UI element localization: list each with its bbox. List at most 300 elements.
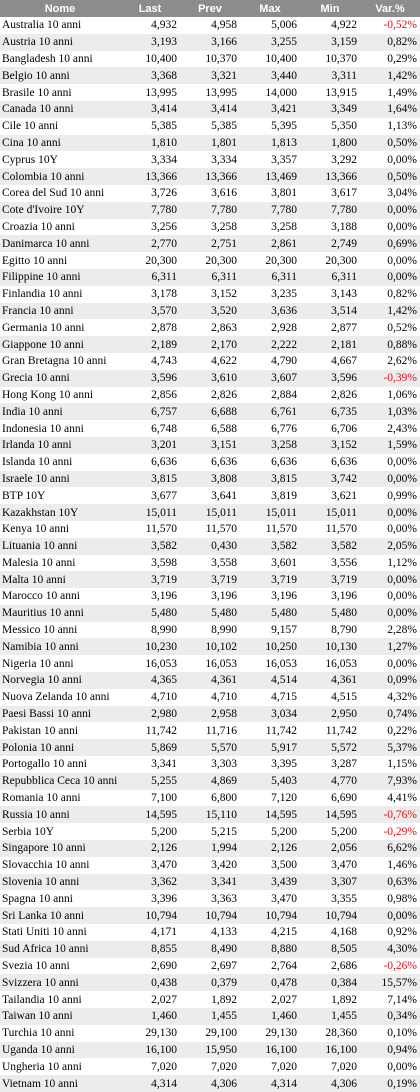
table-row[interactable] [0,84,420,101]
max-value-cell: 0,478 [240,974,300,991]
table-row[interactable] [0,51,420,68]
last-value-cell: 3,677 [120,487,180,504]
bond-name-cell[interactable]: Vietnam 10 anni [0,1075,120,1092]
max-value-cell: 2,861 [240,235,300,252]
table-row[interactable] [0,739,420,756]
min-value-cell: 8,505 [300,941,360,958]
prev-value-cell: 3,363 [180,890,240,907]
bond-name-cell[interactable]: Uganda 10 anni [0,1042,120,1059]
min-value-cell: 10,130 [300,638,360,655]
change-percent-cell: 5,37% [360,739,420,756]
bond-name-cell[interactable]: Corea del Sud 10 anni [0,185,120,202]
last-value-cell: 5,869 [120,739,180,756]
table-row[interactable] [0,487,420,504]
min-value-cell: 16,100 [300,1042,360,1059]
bond-name-cell[interactable]: Cile 10 anni [0,118,120,135]
min-value-cell: 5,572 [300,739,360,756]
table-row[interactable] [0,303,420,320]
table-row[interactable] [0,437,420,454]
max-value-cell: 5,403 [240,773,300,790]
last-value-cell: 20,300 [120,252,180,269]
bond-name-cell[interactable]: Paesi Bassi 10 anni [0,706,120,723]
table-row[interactable] [0,269,420,286]
bond-name-cell[interactable]: Colombia 10 anni [0,168,120,185]
table-row[interactable] [0,588,420,605]
table-row[interactable] [0,454,420,471]
prev-value-cell: 4,133 [180,924,240,941]
min-value-cell: 6,706 [300,420,360,437]
bond-name-cell[interactable]: Germania 10 anni [0,319,120,336]
table-row[interactable] [0,655,420,672]
bond-name-cell[interactable]: Ungheria 10 anni [0,1058,120,1075]
min-value-cell: 2,686 [300,958,360,975]
min-value-cell: 2,950 [300,706,360,723]
last-value-cell: 10,400 [120,51,180,68]
table-row[interactable] [0,857,420,874]
bond-name-cell[interactable]: Kazakhstan 10Y [0,504,120,521]
table-row[interactable] [0,101,420,118]
prev-value-cell: 5,480 [180,605,240,622]
bond-name-cell[interactable]: Egitto 10 anni [0,252,120,269]
table-row[interactable] [0,1025,420,1042]
last-value-cell: 1,810 [120,135,180,152]
table-row[interactable] [0,638,420,655]
change-percent-cell: 0,69% [360,235,420,252]
last-value-cell: 15,011 [120,504,180,521]
change-percent-cell: 0,00% [360,1058,420,1075]
bond-name-cell[interactable]: Portogallo 10 anni [0,756,120,773]
last-value-cell: 2,027 [120,991,180,1008]
min-value-cell: 3,143 [300,286,360,303]
max-value-cell: 2,764 [240,958,300,975]
bond-name-cell[interactable]: Tailandia 10 anni [0,991,120,1008]
change-percent-cell: 6,62% [360,840,420,857]
last-value-cell: 2,126 [120,840,180,857]
min-value-cell: 6,636 [300,454,360,471]
bond-name-cell[interactable]: Filippine 10 anni [0,269,120,286]
bond-name-cell[interactable]: Bangladesh 10 anni [0,51,120,68]
prev-value-cell: 4,869 [180,773,240,790]
last-value-cell: 3,196 [120,588,180,605]
last-value-cell: 5,385 [120,118,180,135]
bond-name-cell[interactable]: Messico 10 anni [0,622,120,639]
table-row[interactable] [0,319,420,336]
min-value-cell: 3,617 [300,185,360,202]
column-header-change-percent[interactable]: Var.% [360,0,420,17]
prev-value-cell: 3,321 [180,67,240,84]
prev-value-cell: 8,990 [180,622,240,639]
bond-name-cell[interactable]: Norvegia 10 anni [0,672,120,689]
column-header-max[interactable]: Max [240,0,300,17]
bond-name-cell[interactable]: Namibia 10 anni [0,638,120,655]
change-percent-cell: 7,14% [360,991,420,1008]
max-value-cell: 8,880 [240,941,300,958]
min-value-cell: 3,596 [300,370,360,387]
table-row[interactable] [0,874,420,891]
min-value-cell: 8,790 [300,622,360,639]
change-percent-cell: 0,00% [360,151,420,168]
table-row[interactable] [0,17,420,34]
last-value-cell: 2,690 [120,958,180,975]
max-value-cell: 3,440 [240,67,300,84]
change-percent-cell: 0,00% [360,252,420,269]
change-percent-cell: 0,00% [360,571,420,588]
change-percent-cell: 0,88% [360,336,420,353]
change-percent-cell: 0,00% [360,907,420,924]
table-row[interactable] [0,168,420,185]
last-value-cell: 3,341 [120,756,180,773]
min-value-cell: 4,922 [300,17,360,34]
bond-name-cell[interactable]: Australia 10 anni [0,17,120,34]
prev-value-cell: 2,826 [180,387,240,404]
table-row[interactable] [0,756,420,773]
min-value-cell: 7,020 [300,1058,360,1075]
last-value-cell: 4,932 [120,17,180,34]
table-row[interactable] [0,235,420,252]
bond-name-cell[interactable]: Nuova Zelanda 10 anni [0,689,120,706]
max-value-cell: 6,761 [240,403,300,420]
table-row[interactable] [0,974,420,991]
table-row[interactable] [0,336,420,353]
bond-name-cell[interactable]: Giappone 10 anni [0,336,120,353]
table-row[interactable] [0,890,420,907]
table-row[interactable] [0,286,420,303]
last-value-cell: 3,178 [120,286,180,303]
max-value-cell: 3,196 [240,588,300,605]
table-row[interactable] [0,991,420,1008]
prev-value-cell: 6,311 [180,269,240,286]
max-value-cell: 3,801 [240,185,300,202]
bond-name-cell[interactable]: Brasile 10 anni [0,84,120,101]
table-row[interactable] [0,34,420,51]
table-row[interactable] [0,135,420,152]
min-value-cell: 6,311 [300,269,360,286]
bond-name-cell[interactable]: Svizzera 10 anni [0,974,120,991]
table-row[interactable] [0,907,420,924]
bond-name-cell[interactable]: Stati Uniti 10 anni [0,924,120,941]
prev-value-cell: 1,801 [180,135,240,152]
column-header-last[interactable]: Last [120,0,180,17]
prev-value-cell: 3,166 [180,34,240,51]
table-row[interactable] [0,555,420,572]
bond-name-cell[interactable]: Taiwan 10 anni [0,1008,120,1025]
bond-name-cell[interactable]: BTP 10Y [0,487,120,504]
table-row[interactable] [0,706,420,723]
prev-value-cell: 10,102 [180,638,240,655]
bond-name-cell[interactable]: Austria 10 anni [0,34,120,51]
bond-name-cell[interactable]: Svezia 10 anni [0,958,120,975]
bond-name-cell[interactable]: Grecia 10 anni [0,370,120,387]
bond-name-cell[interactable]: Cina 10 anni [0,135,120,152]
table-row[interactable] [0,370,420,387]
last-value-cell: 5,200 [120,823,180,840]
table-row[interactable] [0,924,420,941]
bond-name-cell[interactable]: Sud Africa 10 anni [0,941,120,958]
table-row[interactable] [0,185,420,202]
table-row[interactable] [0,420,420,437]
max-value-cell: 11,742 [240,722,300,739]
max-value-cell: 10,794 [240,907,300,924]
max-value-cell: 3,719 [240,571,300,588]
max-value-cell: 3,815 [240,471,300,488]
max-value-cell: 13,469 [240,168,300,185]
table-row[interactable] [0,1075,420,1092]
bond-name-cell[interactable]: Irlanda 10 anni [0,437,120,454]
prev-value-cell: 10,370 [180,51,240,68]
bond-name-cell[interactable]: Cyprus 10Y [0,151,120,168]
change-percent-cell: 2,43% [360,420,420,437]
prev-value-cell: 6,636 [180,454,240,471]
table-row[interactable] [0,1058,420,1075]
max-value-cell: 3,258 [240,219,300,236]
change-percent-cell: 0,34% [360,1008,420,1025]
max-value-cell: 6,636 [240,454,300,471]
last-value-cell: 7,020 [120,1058,180,1075]
bond-name-cell[interactable]: Cote d'Ivoire 10Y [0,202,120,219]
last-value-cell: 6,748 [120,420,180,437]
max-value-cell: 5,395 [240,118,300,135]
bond-name-cell[interactable]: Islanda 10 anni [0,454,120,471]
prev-value-cell: 3,152 [180,286,240,303]
bond-name-cell[interactable]: Malta 10 anni [0,571,120,588]
change-percent-cell: 1,42% [360,303,420,320]
change-percent-cell: 1,13% [360,118,420,135]
table-row[interactable] [0,790,420,807]
table-row[interactable] [0,622,420,639]
min-value-cell: 3,355 [300,890,360,907]
max-value-cell: 3,819 [240,487,300,504]
table-row[interactable] [0,1042,420,1059]
prev-value-cell: 2,751 [180,235,240,252]
min-value-cell: 3,307 [300,874,360,891]
table-row[interactable] [0,252,420,269]
table-row[interactable] [0,689,420,706]
bond-name-cell[interactable]: Repubblica Ceca 10 anni [0,773,120,790]
bond-name-cell[interactable]: India 10 anni [0,403,120,420]
max-value-cell: 15,011 [240,504,300,521]
bond-name-cell[interactable]: Nigeria 10 anni [0,655,120,672]
prev-value-cell: 3,520 [180,303,240,320]
table-row[interactable] [0,958,420,975]
last-value-cell: 5,480 [120,605,180,622]
bond-name-cell[interactable]: Finlandia 10 anni [0,286,120,303]
table-row[interactable] [0,1008,420,1025]
max-value-cell: 2,027 [240,991,300,1008]
prev-value-cell: 4,710 [180,689,240,706]
min-value-cell: 11,570 [300,521,360,538]
min-value-cell: 3,349 [300,101,360,118]
last-value-cell: 4,743 [120,353,180,370]
table-row[interactable] [0,521,420,538]
max-value-cell: 29,130 [240,1025,300,1042]
max-value-cell: 2,928 [240,319,300,336]
table-row[interactable] [0,118,420,135]
table-row[interactable] [0,67,420,84]
max-value-cell: 4,715 [240,689,300,706]
table-row[interactable] [0,605,420,622]
last-value-cell: 6,636 [120,454,180,471]
change-percent-cell: 0,00% [360,471,420,488]
bond-name-cell[interactable]: Slovacchia 10 anni [0,857,120,874]
bond-name-cell[interactable]: Romania 10 anni [0,790,120,807]
bond-name-cell[interactable]: Gran Bretagna 10 anni [0,353,120,370]
change-percent-cell: 2,62% [360,353,420,370]
table-row[interactable] [0,806,420,823]
last-value-cell: 13,995 [120,84,180,101]
bond-name-cell[interactable]: Canada 10 anni [0,101,120,118]
bond-name-cell[interactable]: Pakistan 10 anni [0,722,120,739]
bond-name-cell[interactable]: Belgio 10 anni [0,67,120,84]
change-percent-cell: 1,12% [360,555,420,572]
max-value-cell: 14,000 [240,84,300,101]
change-percent-cell: 1,03% [360,403,420,420]
prev-value-cell: 0,379 [180,974,240,991]
last-value-cell: 6,311 [120,269,180,286]
last-value-cell: 4,171 [120,924,180,941]
max-value-cell: 4,790 [240,353,300,370]
max-value-cell: 7,780 [240,202,300,219]
change-percent-cell: 0,94% [360,1042,420,1059]
table-row[interactable] [0,941,420,958]
prev-value-cell: 8,490 [180,941,240,958]
column-header-name[interactable]: Nome [0,0,120,17]
table-row[interactable] [0,672,420,689]
prev-value-cell: 1,994 [180,840,240,857]
min-value-cell: 3,621 [300,487,360,504]
prev-value-cell: 2,958 [180,706,240,723]
change-percent-cell: 1,49% [360,84,420,101]
min-value-cell: 4,361 [300,672,360,689]
table-row[interactable] [0,202,420,219]
table-row[interactable] [0,504,420,521]
table-row[interactable] [0,353,420,370]
last-value-cell: 16,100 [120,1042,180,1059]
prev-value-cell: 20,300 [180,252,240,269]
max-value-cell: 3,607 [240,370,300,387]
change-percent-cell: 1,42% [360,67,420,84]
prev-value-cell: 5,385 [180,118,240,135]
table-row[interactable] [0,840,420,857]
change-percent-cell: 15,57% [360,974,420,991]
min-value-cell: 6,690 [300,790,360,807]
table-row[interactable] [0,538,420,555]
column-header-min[interactable]: Min [300,0,360,17]
bond-name-cell[interactable]: Mauritius 10 anni [0,605,120,622]
prev-value-cell: 29,100 [180,1025,240,1042]
max-value-cell: 11,570 [240,521,300,538]
table-row[interactable] [0,151,420,168]
min-value-cell: 28,360 [300,1025,360,1042]
min-value-cell: 5,200 [300,823,360,840]
prev-value-cell: 10,794 [180,907,240,924]
last-value-cell: 29,130 [120,1025,180,1042]
last-value-cell: 5,255 [120,773,180,790]
min-value-cell: 1,455 [300,1008,360,1025]
bond-name-cell[interactable]: Hong Kong 10 anni [0,387,120,404]
table-row[interactable] [0,722,420,739]
bond-name-cell[interactable]: Lituania 10 anni [0,538,120,555]
max-value-cell: 5,480 [240,605,300,622]
max-value-cell: 3,255 [240,34,300,51]
table-row[interactable] [0,471,420,488]
bond-name-cell[interactable]: Turchia 10 anni [0,1025,120,1042]
prev-value-cell: 3,334 [180,151,240,168]
max-value-cell: 3,470 [240,890,300,907]
prev-value-cell: 3,258 [180,219,240,236]
last-value-cell: 4,365 [120,672,180,689]
prev-value-cell: 3,414 [180,101,240,118]
bond-name-cell[interactable]: Slovenia 10 anni [0,874,120,891]
bond-name-cell[interactable]: Russia 10 anni [0,806,120,823]
table-row[interactable] [0,219,420,236]
min-value-cell: 3,152 [300,437,360,454]
bond-name-cell[interactable]: Sri Lanka 10 anni [0,907,120,924]
change-percent-cell: 0,19% [360,1075,420,1092]
table-row[interactable] [0,823,420,840]
bond-name-cell[interactable]: Croazia 10 anni [0,219,120,236]
min-value-cell: 3,742 [300,471,360,488]
column-header-prev[interactable]: Prev [180,0,240,17]
change-percent-cell: -0,52% [360,17,420,34]
change-percent-cell: 0,00% [360,269,420,286]
table-row[interactable] [0,387,420,404]
max-value-cell: 3,636 [240,303,300,320]
bond-name-cell[interactable]: Kenya 10 anni [0,521,120,538]
bond-name-cell[interactable]: Indonesia 10 anni [0,420,120,437]
change-percent-cell: 3,04% [360,185,420,202]
max-value-cell: 10,400 [240,51,300,68]
bond-name-cell[interactable]: Serbia 10Y [0,823,120,840]
min-value-cell: 3,159 [300,34,360,51]
change-percent-cell: 0,52% [360,319,420,336]
min-value-cell: 10,794 [300,907,360,924]
prev-value-cell: 15,011 [180,504,240,521]
table-row[interactable] [0,773,420,790]
min-value-cell: 16,053 [300,655,360,672]
min-value-cell: 10,370 [300,51,360,68]
prev-value-cell: 3,341 [180,874,240,891]
last-value-cell: 11,570 [120,521,180,538]
table-row[interactable] [0,571,420,588]
min-value-cell: 13,915 [300,84,360,101]
min-value-cell: 2,749 [300,235,360,252]
prev-value-cell: 3,303 [180,756,240,773]
bond-name-cell[interactable]: Polonia 10 anni [0,739,120,756]
table-row[interactable] [0,403,420,420]
prev-value-cell: 3,610 [180,370,240,387]
bond-name-cell[interactable]: Malesia 10 anni [0,555,120,572]
min-value-cell: 3,287 [300,756,360,773]
bond-name-cell[interactable]: Singapore 10 anni [0,840,120,857]
bond-name-cell[interactable]: Francia 10 anni [0,303,120,320]
max-value-cell: 7,120 [240,790,300,807]
bond-name-cell[interactable]: Danimarca 10 anni [0,235,120,252]
prev-value-cell: 3,151 [180,437,240,454]
last-value-cell: 2,856 [120,387,180,404]
last-value-cell: 1,460 [120,1008,180,1025]
bond-name-cell[interactable]: Israele 10 anni [0,471,120,488]
change-percent-cell: 1,64% [360,101,420,118]
change-percent-cell: 0,29% [360,51,420,68]
bond-name-cell[interactable]: Marocco 10 anni [0,588,120,605]
change-percent-cell: 0,00% [360,521,420,538]
change-percent-cell: 0,00% [360,588,420,605]
last-value-cell: 3,815 [120,471,180,488]
prev-value-cell: 6,688 [180,403,240,420]
prev-value-cell: 3,808 [180,471,240,488]
last-value-cell: 7,780 [120,202,180,219]
bond-name-cell[interactable]: Spagna 10 anni [0,890,120,907]
